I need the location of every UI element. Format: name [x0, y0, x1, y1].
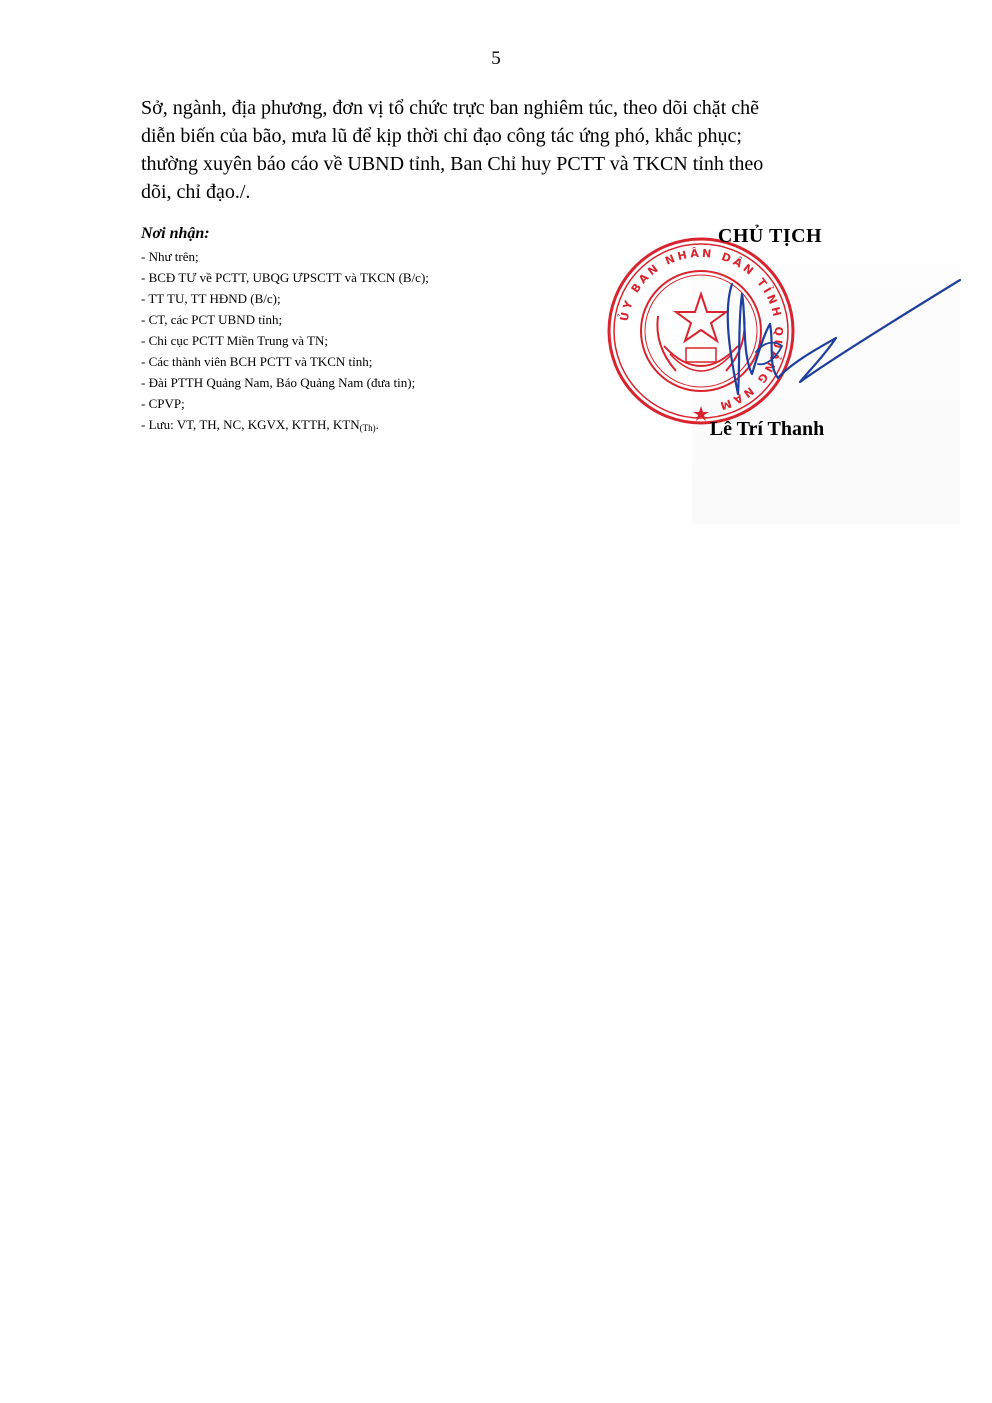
body-line: diễn biến của bão, mưa lũ để kịp thời chỉ đạo công tác ứng phó, khắc phục; [141, 125, 742, 147]
body-line: Sở, ngành, địa phương, đơn vị tổ chức trực ban nghiêm túc, theo dõi chặt chẽ [141, 97, 759, 119]
recipient-item: - Các thành viên BCH PCTT và TKCN tỉnh; [141, 354, 373, 369]
recipient-item: - BCĐ TƯ về PCTT, UBQG ƯPSCTT và TKCN (B/c); [141, 270, 429, 285]
archive-text: - Lưu: VT, TH, NC, KGVX, KTTH, KTN [141, 417, 360, 432]
signer-block [600, 224, 960, 524]
body-paragraph [141, 94, 898, 206]
body-line: thường xuyên báo cáo về UBND tỉnh, Ban Chỉ huy PCTT và TKCN tỉnh theo [141, 153, 764, 175]
signer-title: CHỦ TỊCH [717, 225, 823, 247]
archive-end: . [375, 417, 379, 432]
recipients-list [141, 246, 601, 439]
recipients-title: Nơi nhận: [141, 225, 210, 242]
recipient-item: - Như trên; [141, 249, 199, 264]
recipients-block [141, 224, 601, 439]
recipient-item: - Chi cục PCTT Miền Trung và TN; [141, 333, 328, 348]
recipient-item-archive [141, 414, 601, 439]
seal-text-path: ỦY BAN NHÂN DÂN TỈNH QUẢNG NAM [617, 246, 786, 414]
archive-subscript: (Th) [359, 423, 376, 433]
signature-icon [712, 254, 962, 404]
recipient-item: - TT TU, TT HĐND (B/c); [141, 291, 281, 306]
body-line: dõi, chỉ đạo./. [141, 181, 251, 203]
recipient-item: - Đài PTTH Quảng Nam, Báo Quảng Nam (đưa tin); [141, 375, 416, 390]
page-number: 5 [491, 48, 501, 69]
recipient-item: - CPVP; [141, 396, 185, 411]
recipient-item: - CT, các PCT UBND tỉnh; [141, 312, 283, 327]
signer-name: Lê Trí Thanh [709, 418, 825, 440]
